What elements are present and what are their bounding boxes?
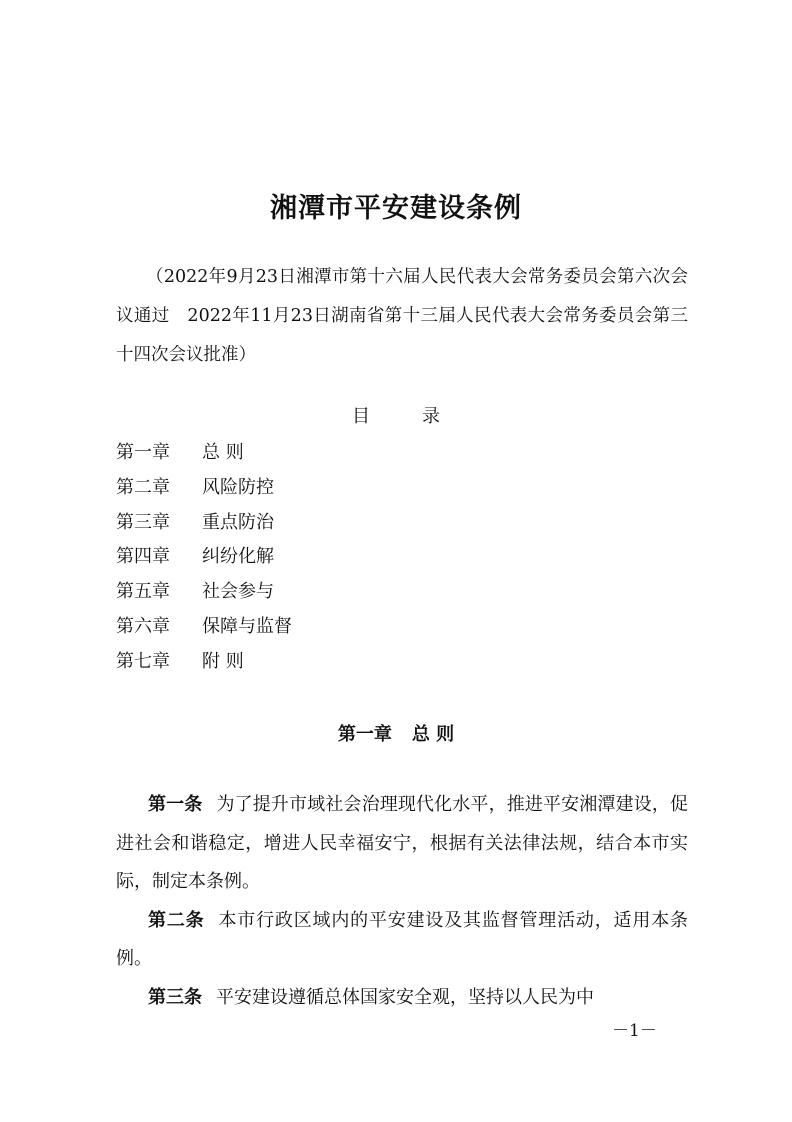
toc-chapter-number: 第五章 xyxy=(116,581,170,603)
toc-item xyxy=(116,540,292,575)
article-label: 第一条 xyxy=(148,794,203,815)
toc-chapter-name: 附 则 xyxy=(202,650,244,672)
toc-item xyxy=(116,471,292,506)
chapter-heading-number: 第一章 xyxy=(337,724,392,745)
toc-item xyxy=(116,610,292,645)
toc-item xyxy=(116,645,292,680)
toc-item xyxy=(116,506,292,541)
toc-chapter-number: 第六章 xyxy=(116,615,170,637)
article-text: 本市行政区域内的平安建设及其监督管理活动，适用本条例。 xyxy=(116,909,689,969)
chapter-heading-name: 总 则 xyxy=(411,724,455,745)
toc-chapter-name: 纠纷化解 xyxy=(202,546,274,568)
toc-heading xyxy=(0,402,792,428)
toc-item xyxy=(116,436,292,471)
adoption-note: （2022年9月23日湘潭市第十六届人民代表大会常务委员会第六次会议通过 2022年11月23日湖南省第十三届人民代表大会常务委员会第三十四次会议批准） xyxy=(116,267,688,365)
toc-chapter-number: 第二章 xyxy=(116,476,170,498)
toc-chapter-name: 总 则 xyxy=(202,442,244,463)
toc-chapter-name: 社会参与 xyxy=(202,581,274,603)
page-number: －1－ xyxy=(612,1021,657,1041)
toc-chapter-number: 第一章 xyxy=(116,442,170,463)
article-paragraph xyxy=(116,979,688,1018)
toc-chapter-number: 第四章 xyxy=(116,546,170,568)
article-text: 为了提升市域社会治理现代化水平，推进平安湘潭建设，促进社会和谐稳定，增进人民幸福安宁，根据有关法律法规，结合本市实际，制定本条例。 xyxy=(116,794,689,892)
article-paragraph xyxy=(116,786,688,902)
toc-heading-right: 录 xyxy=(422,406,440,427)
article-text: 平安建设遵循总体国家安全观，坚持以人民为中 xyxy=(216,986,594,1008)
toc-chapter-number: 第三章 xyxy=(116,511,170,533)
article-list xyxy=(116,786,688,1017)
article-label: 第二条 xyxy=(148,909,205,931)
chapter-heading xyxy=(0,720,792,746)
article-paragraph xyxy=(116,902,688,979)
toc-chapter-name: 保障与监督 xyxy=(202,615,292,637)
document-title: 湘潭市平安建设条例 xyxy=(270,193,522,224)
table-of-contents xyxy=(116,436,292,680)
toc-item xyxy=(116,575,292,610)
article-label: 第三条 xyxy=(148,986,202,1008)
toc-chapter-name: 重点防治 xyxy=(202,511,274,533)
toc-chapter-number: 第七章 xyxy=(116,650,170,672)
toc-chapter-name: 风险防控 xyxy=(202,476,274,498)
toc-heading-left: 目 xyxy=(352,406,370,427)
